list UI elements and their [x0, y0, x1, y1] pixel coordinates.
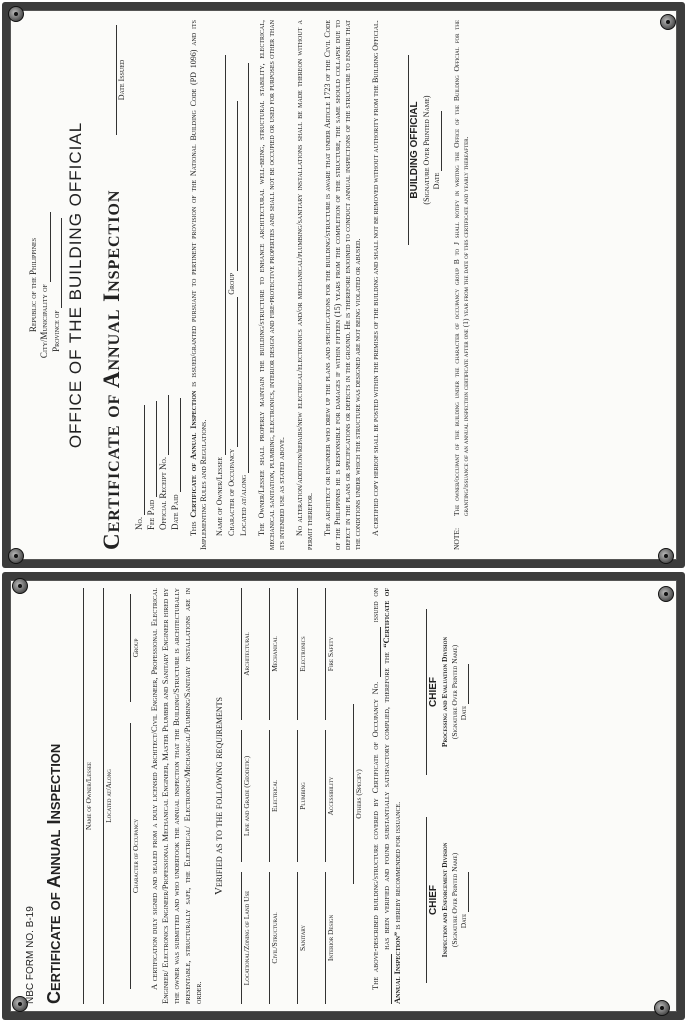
located-label: Located at/along	[238, 474, 248, 536]
req-item: Locational/Zoning of Land Use	[242, 890, 252, 986]
building-official-sub: (Signature Over Printed Name)	[421, 95, 431, 205]
form-number: NBC FORM NO. B-19	[25, 906, 36, 1004]
certification-paragraph: A certification duly signed and sealed from a duly licensed Architect/Civil Engineer, Professional Electrical Engineer/ Electronics Engineer/Professional Mechanical Engineer, Master Plumber and Sanitary Engineer hired by the owner was submitted and who undertook the annual inspection that the Building/Structure is architecturally presentable, structurally safe, the Electrical/ Electronics/Mechanical/Plumbing/Sanitary installations are in order.	[148, 588, 204, 1004]
form-title: Certificate of Annual Inspection	[44, 743, 64, 1004]
building-official-date: Date	[431, 172, 441, 190]
occupancy-label: Character of Occupancy	[226, 448, 236, 536]
top-certificate-panel	[2, 2, 685, 568]
form-occupancy-label: Character of Occupancy	[131, 818, 141, 894]
chief-signatures	[417, 588, 469, 1004]
screw-icon	[8, 6, 24, 22]
verified-title: Verified as to the following requirements	[213, 697, 226, 895]
receipt-label: Official Receipt No.	[158, 456, 169, 530]
posting-paragraph: A certified copy hereof shall be posted within the premises of the building and shall not be removed without authority from the Building Official.	[371, 20, 381, 536]
no-label: No.	[133, 516, 144, 530]
liability-paragraph: The architect or engineer who drew up the plans and specifications for the building/structure is aware that under Article 1723 of the Civil Code of the Philippines he is responsible for damages if within fifteen (15) years from the completion of the structure, the same should collapse due to defect in the plans or specifications or defects in the ground. He is therefore enjoined to conduct annual inspections of the structure to ensure that the conditions under which the structure was designed are not being violated or abused.	[323, 20, 363, 550]
req-item: Interior Design	[326, 914, 336, 962]
req-item: Fire Safety	[326, 636, 336, 672]
screw-icon	[660, 14, 676, 30]
others-label: Others (Specify)	[354, 769, 364, 819]
form-group-label: Group	[131, 638, 141, 658]
date-paid-label: Date Paid	[170, 494, 181, 530]
certificate-title: Certificate of Annual Inspection	[99, 189, 124, 550]
requirements-col-2	[232, 730, 344, 862]
req-item: Mechanical	[270, 636, 280, 672]
req-item: Plumbing	[298, 782, 308, 810]
req-item: Electronics	[298, 636, 308, 672]
form-fields	[74, 588, 141, 1004]
header-city-label: City/Municipality of	[39, 284, 50, 359]
screw-icon	[658, 586, 674, 602]
req-item: Architectural	[242, 632, 252, 676]
owner-label: Name of Owner/Lessee	[215, 457, 225, 536]
form-located-label: Located at/Along	[103, 769, 113, 823]
form-owner-label: Name of Owner/Lessee	[84, 761, 94, 831]
office-title: OFFICE OF THE BUILDING OFFICIAL	[65, 121, 85, 449]
top-certificate-content	[24, 20, 660, 550]
bottom-form-panel	[2, 572, 685, 1020]
note-label: NOTE:	[451, 527, 461, 550]
date-issued-label: Date Issued	[116, 59, 126, 101]
maintenance-paragraph: The Owner/Lessee shall properly maintain the building/structure to enhance architectural well-being, structural stability, electrical, mechanical sanitation, plumbing, electronics, interior design and fire-protective properties and shall not be occupied or used for purposes other than its intended use as stated above.	[257, 20, 287, 550]
building-official-title: BUILDING OFFICIAL	[409, 101, 421, 199]
fee-paid-label: Fee Paid	[145, 499, 156, 530]
province-line	[61, 218, 62, 308]
requirements-grid	[232, 588, 344, 1004]
screw-icon	[658, 548, 674, 564]
header-province-label: Province of	[50, 310, 61, 352]
alteration-paragraph: No alteration/addition/repairs/new electrical/electronics and/or mechanical/plumbing/sanitary installations shall be made thereon without a permit therefor.	[295, 20, 315, 550]
requirements-col-3	[232, 588, 344, 720]
req-item: Civil/Structural	[270, 912, 280, 964]
recommendation-paragraph: The above-described building/structure covered by Certificate of Occupancy No. issued on has been verified and found substantially satisfactory complied, therefore the “Certificate of Annual Inspection” is hereby recommended for issuance.	[369, 587, 403, 1004]
bottom-form-content	[18, 588, 658, 1004]
note-text: The owner/occupant of the building under the character of occupancy group B to J shall notify in writing the Office of the Building Official for the granting/issuance of an annual inspection certificate after one (1) year from the date of this certificate and yearly thereafter.	[451, 20, 470, 516]
intro-paragraph: This Certificate of Annual Inspection is issued/granted pursuant to pertinent provision of the National Building Code (PD 1096) and its Implementing Rules and Regulations.	[189, 20, 209, 550]
building-official-signature	[399, 50, 442, 250]
payment-details	[133, 20, 182, 530]
req-item: Line and Grade (Geodetic)	[242, 755, 252, 837]
note-block	[452, 20, 471, 550]
req-item: Sanitary	[298, 925, 308, 951]
owner-details	[214, 20, 249, 536]
group-label: Group	[226, 272, 236, 295]
screw-icon	[8, 548, 24, 564]
chief-processing-signature: CHIEF Processing and Evaluation Division (Signature Over Printed Name) Date	[417, 588, 469, 796]
chief-inspection-signature: CHIEF Inspection and Enforcement Division (Signature Over Printed Name) Date	[417, 796, 469, 1004]
header-republic: Republic of the Philippines	[28, 237, 38, 333]
req-item: Accessibility	[326, 776, 336, 816]
requirements-col-1	[232, 872, 344, 1004]
req-item: Electrical	[270, 779, 280, 813]
